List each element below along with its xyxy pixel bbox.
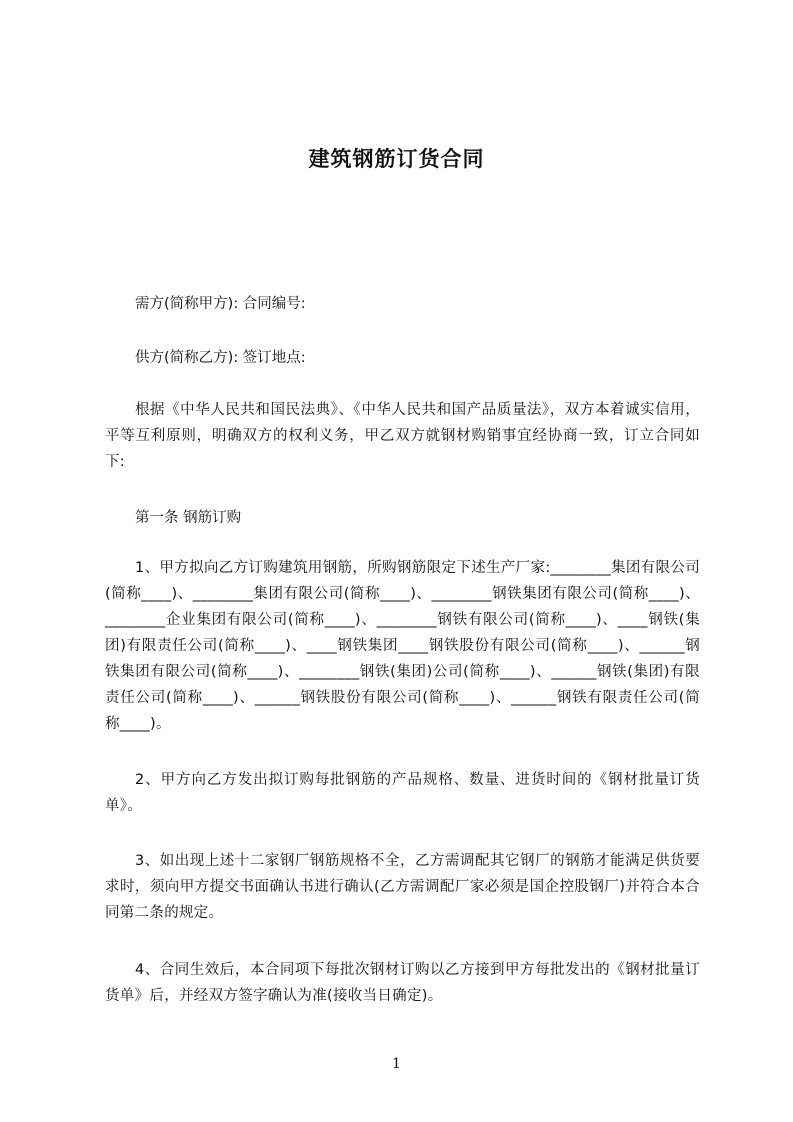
article-1-heading: 第一条 钢筋订购 (135, 510, 242, 526)
buyer-line: 需方(简称甲方): 合同编号: (135, 296, 306, 312)
clause-2-paragraph: 2、甲方向乙方发出拟订购每批钢筋的产品规格、数量、进货时间的《钢材批量订货单》。 (105, 772, 700, 814)
seller-line: 供方(简称乙方): 签订地点: (135, 350, 306, 366)
page-number: 1 (392, 1056, 401, 1072)
document-title: 建筑钢筋订货合同 (308, 147, 485, 171)
clause-1-paragraph: 1、甲方拟向乙方订购建筑用钢筋，所购钢筋限定下述生产厂家:________集团有限公司(简称____)、________集团有限公司(简称____)、________钢铁集团有限公司(简称____)、________企业集团有限公司(简称____)、________钢铁有限公司(简称____)、____钢铁(集团)有限责任公司(简称____)、____钢铁集团____钢铁股份有限公司(简称____)、______钢铁集团有限公司(简称____)、________钢铁(集团)公司(简称____)、______钢铁(集团)有限责任公司(简称____)、______钢铁股份有限公司(简称____)、______钢铁有限责任公司(简称____)。 (105, 560, 700, 732)
clause-4-paragraph: 4、合同生效后，本合同项下每批次钢材订购以乙方接到甲方每批发出的《钢材批量订货单》后，并经双方签字确认为准(接收当日确定)。 (105, 962, 700, 1004)
clause-3-paragraph: 3、如出现上述十二家钢厂钢筋规格不全，乙方需调配其它钢厂的钢筋才能满足供货要求时，须向甲方提交书面确认书进行确认(乙方需调配厂家必须是国企控股钢厂)并符合本合同第二条的规定。 (105, 853, 700, 921)
preamble-paragraph: 根据《中华人民共和国民法典》、《中华人民共和国产品质量法》，双方本着诚实信用，平等互利原则，明确双方的权利义务，甲乙双方就钢材购销事宜经协商一致，订立合同如下: (105, 402, 700, 470)
